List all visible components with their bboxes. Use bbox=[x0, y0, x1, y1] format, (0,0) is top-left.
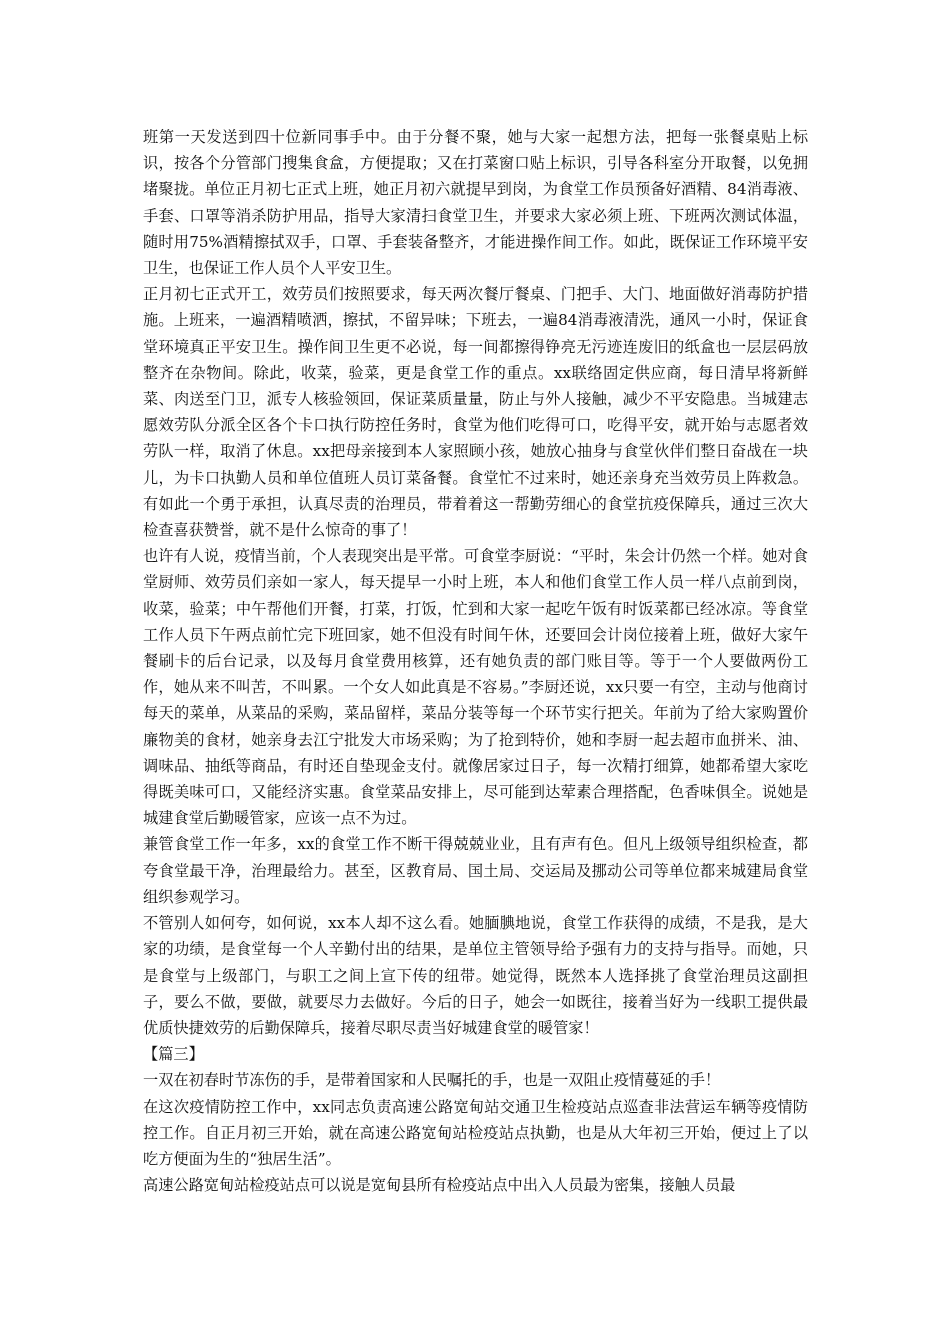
paragraph-3: 也许有人说，疫情当前，个人表现突出是平常。可食堂李厨说：“平时，朱会计仍然一个样。她对食堂厨师、效劳员们亲如一家人，每天提早一小时上班，本人和他们食堂工作人员一样八点前到岗，收菜，验菜；中午帮他们开餐，打菜，打饭，忙到和大家一起吃午饭有时饭菜都已经冰凉。等食堂工作人员下午两点前忙完下班回家，她不但没有时间午休，还要回会计岗位接着上班，做好大家午餐刷卡的后台记录，以及每月食堂费用核算，还有她负责的部门账目等。等于一个人要做两份工作，她从来不叫苦，不叫累。一个女人如此真是不容易。”李厨还说，xx只要一有空，主动与他商讨每天的菜单，从菜品的采购，菜品留样，菜品分装等每一个环节实行把关。年前为了给大家购置价廉物美的食材，她亲身去江宁批发大市场采购；为了抢到特价，她和李厨一起去超市血拼米、油、调味品、抽纸等商品，有时还自垫现金支付。就像居家过日子，每一次精打细算，她都希望大家吃得既美味可口，又能经济实惠。食堂菜品安排上，尽可能到达荤素合理搭配，色香味俱全。说她是城建食堂后勤暖管家，应该一点不为过。 bbox=[143, 547, 808, 828]
paragraph-2: 正月初七正式开工，效劳员们按照要求，每天两次餐厅餐桌、门把手、大门、地面做好消毒防护措施。上班来，一遍酒精喷洒，擦拭，不留异味；下班去，一遍84消毒液清洗，通风一小时，保证食堂环境真正平安卫生。操作间卫生更不必说，每一间都擦得铮亮无污迹连废旧的纸盒也一层层码放整齐在杂物间。除此，收菜，验菜，更是食堂工作的重点。xx联络固定供应商，每日清早将新鲜菜、肉送至门卫，派专人核验领回，保证菜质量量，防止与外人接触，减少不平安隐患。当城建志愿效劳队分派全区各个卡口执行防控任务时，食堂为他们吃得可口，吃得平安，就开始与志愿者效劳队一样，取消了休息。xx把母亲接到本人家照顾小孩，她放心抽身与食堂伙伴们整日奋战在一块儿，为卡口执勤人员和单位值班人员订菜备餐。食堂忙不过来时，她还亲身充当效劳员上阵救急。有如此一个勇于承担，认真尽责的治理员，带着着这一帮勤劳细心的食堂抗疫保障兵，通过三次大检查喜获赞誉，就不是什么惊奇的事了！ bbox=[143, 285, 808, 540]
paragraph-7: 在这次疫情防控工作中，xx同志负责高速公路宽甸站交通卫生检疫站点巡查非法营运车辆等疫情防控工作。自正月初三开始，就在高速公路宽甸站检疫站点执勤，也是从大年初三开始，便过上了以吃方便面为生的“独居生活”。 bbox=[143, 1097, 808, 1168]
document-body bbox=[143, 124, 808, 1198]
paragraph-5: 不管别人如何夸，如何说，xx本人却不这么看。她腼腆地说，食堂工作获得的成绩，不是我，是大家的功绩，是食堂每一个人辛勤付出的结果，是单位主管领导给予强有力的支持与指导。而她，只是食堂与上级部门，与职工之间上宣下传的纽带。她觉得，既然本人选择挑了食堂治理员这副担子，要么不做，要做，就要尽力去做好。今后的日子，她会一如既往，接着当好为一线职工提供最优质快捷效劳的后勤保障兵，接着尽职尽责当好城建食堂的暖管家！ bbox=[143, 914, 808, 1037]
paragraph-4: 兼管食堂工作一年多，xx的食堂工作不断干得兢兢业业，且有声有色。但凡上级领导组织检查，都夸食堂最干净，治理最给力。甚至，区教育局、国土局、交运局及挪动公司等单位都来城建局食堂组织参观学习。 bbox=[143, 835, 808, 906]
paragraph-6: 一双在初春时节冻伤的手，是带着国家和人民嘱托的手，也是一双阻止疫情蔓延的手！ bbox=[143, 1071, 721, 1090]
paragraph-1: 班第一天发送到四十位新同事手中。由于分餐不聚，她与大家一起想方法，把每一张餐桌贴上标识，按各个分管部门搜集食盒，方便提取；又在打菜窗口贴上标识，引导各科室分开取餐，以免拥堵聚拢。单位正月初七正式上班，她正月初六就提早到岗，为食堂工作员预备好酒精、84消毒液、手套、口罩等消杀防护用品，指导大家清扫食堂卫生，并要求大家必须上班、下班两次测试体温，随时用75%酒精擦拭双手，口罩、手套装备整齐，才能进操作间工作。如此，既保证工作环境平安卫生，也保证工作人员个人平安卫生。 bbox=[143, 128, 808, 278]
paragraph-8: 高速公路宽甸站检疫站点可以说是宽甸县所有检疫站点中出入人员最为密集，接触人员最 bbox=[143, 1176, 736, 1195]
section-heading: 【篇三】 bbox=[143, 1045, 204, 1064]
